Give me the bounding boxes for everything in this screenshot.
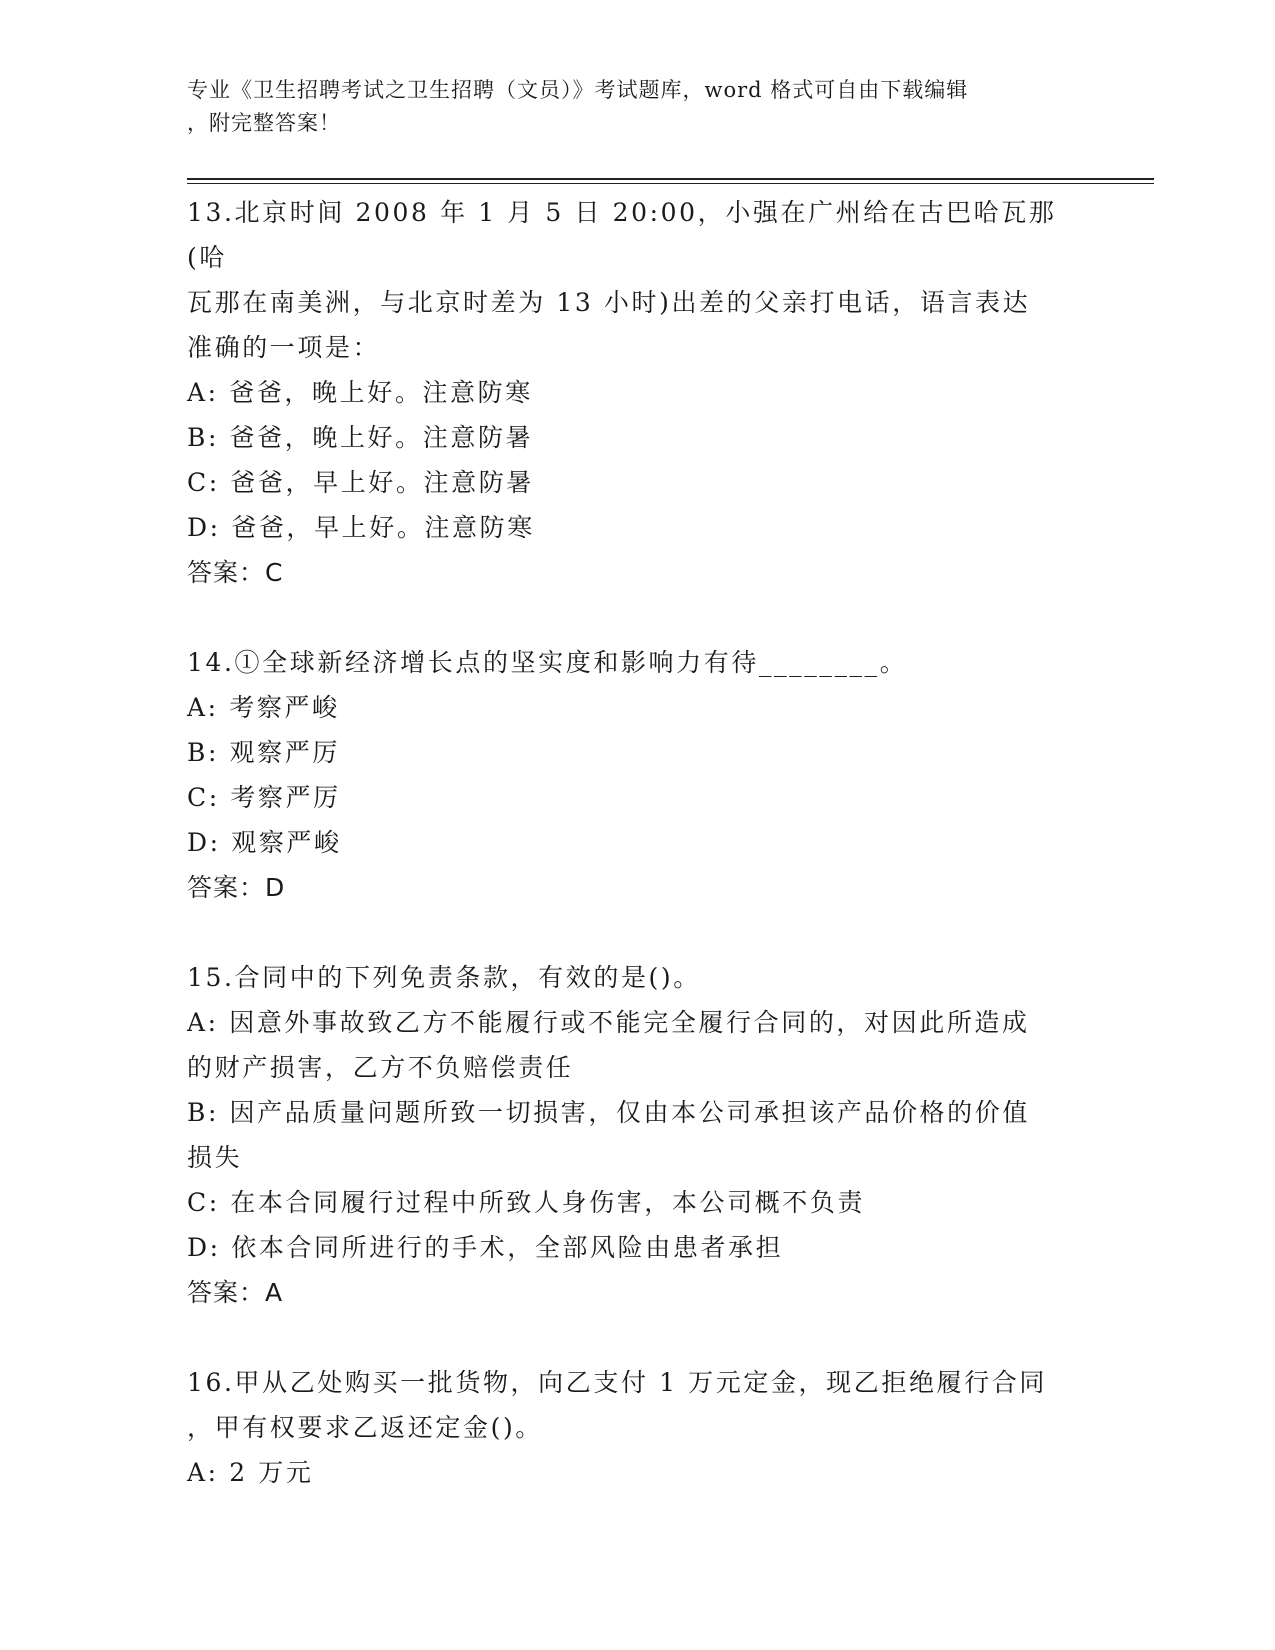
option-b-continued: 损失 [187, 1143, 243, 1172]
question-stem-line: 13.北京时间 2008 年 1 月 5 日 20:00，小强在广州给在古巴哈瓦那(哈 [187, 198, 1057, 272]
question-stem-line: 15.合同中的下列免责条款，有效的是()。 [187, 963, 701, 992]
header-line-2: ，附完整答案！ [187, 111, 341, 135]
question-13 [187, 190, 1067, 595]
answer-line: 答案：D [187, 873, 286, 902]
question-14 [187, 640, 1067, 910]
question-stem-line: 瓦那在南美洲，与北京时差为 13 小时)出差的父亲打电话，语言表达 [187, 288, 1031, 317]
option-b: B: 观察严厉 [187, 738, 340, 767]
document-header [187, 74, 1067, 140]
option-d: D: 爸爸，早上好。注意防寒 [187, 513, 535, 542]
answer-line: 答案：A [187, 1278, 284, 1307]
option-b: B: 爸爸，晚上好。注意防暑 [187, 423, 534, 452]
option-a: A: 考察严峻 [187, 693, 340, 722]
question-list [187, 190, 1067, 1540]
header-divider-thick [187, 178, 1154, 180]
answer-line: 答案：C [187, 558, 284, 587]
option-b: B: 因产品质量问题所致一切损害，仅由本公司承担该产品价格的价值 [187, 1098, 1030, 1127]
option-d: D: 依本合同所进行的手术，全部风险由患者承担 [187, 1233, 784, 1262]
question-16 [187, 1360, 1067, 1495]
question-stem-line: ，甲有权要求乙返还定金()。 [187, 1413, 543, 1442]
header-divider-thin [187, 183, 1154, 184]
option-a: A: 2 万元 [187, 1458, 314, 1487]
option-a: A: 因意外事故致乙方不能履行或不能完全履行合同的，对因此所造成 [187, 1008, 1030, 1037]
question-stem-line: 16.甲从乙处购买一批货物，向乙支付 1 万元定金，现乙拒绝履行合同 [187, 1368, 1047, 1397]
option-c: C: 在本合同履行过程中所致人身伤害，本公司概不负责 [187, 1188, 866, 1217]
option-a: A: 爸爸，晚上好。注意防寒 [187, 378, 533, 407]
question-15 [187, 955, 1067, 1315]
option-d: D: 观察严峻 [187, 828, 342, 857]
question-stem-line: 14.①全球新经济增长点的坚实度和影响力有待________。 [187, 648, 908, 677]
option-c: C: 考察严厉 [187, 783, 341, 812]
header-line-1: 专业《卫生招聘考试之卫生招聘（文员）》考试题库，word 格式可自由下载编辑 [187, 78, 969, 102]
option-a-continued: 的财产损害，乙方不负赔偿责任 [187, 1053, 574, 1082]
option-c: C: 爸爸，早上好。注意防暑 [187, 468, 534, 497]
question-stem-line: 准确的一项是： [187, 333, 381, 362]
